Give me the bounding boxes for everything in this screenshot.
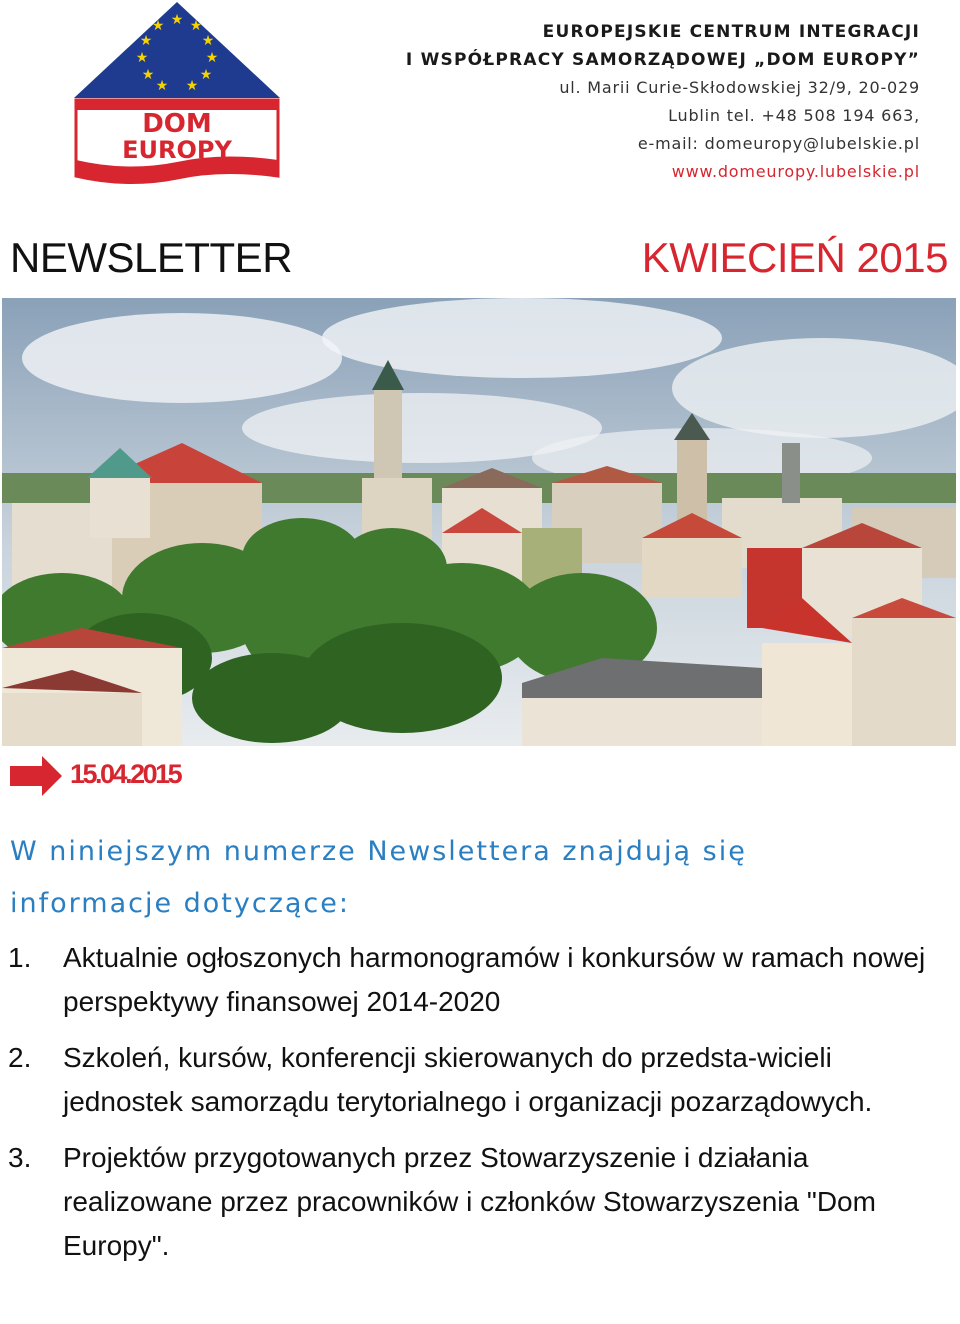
svg-text:★: ★ — [201, 32, 215, 48]
svg-text:★: ★ — [151, 17, 165, 33]
list-item — [8, 1136, 943, 1268]
list-item-number: 2. — [8, 1042, 32, 1073]
list-item-number: 1. — [8, 942, 32, 973]
logo-graphic — [72, 0, 282, 185]
list-item-text: Aktualnie ogłoszonych harmonogramów i konkursów w ramach nowej perspektywy finansowej 2014-2020 — [63, 942, 926, 1017]
org-phone: Lublin tel. +48 508 194 663, — [668, 106, 920, 125]
org-name-line2: I WSPÓŁPRACY SAMORZĄDOWEJ „DOM EUROPY” — [405, 50, 920, 70]
org-address: ul. Marii Curie-Skłodowskiej 32/9, 20-029 — [559, 78, 920, 97]
arrow-right-icon — [10, 756, 62, 796]
newsletter-title: NEWSLETTER — [10, 234, 293, 281]
list-item-number: 3. — [8, 1142, 32, 1173]
org-website-link[interactable]: www.domeuropy.lubelskie.pl — [671, 162, 920, 181]
logo-text-line2: EUROPY — [122, 136, 232, 164]
svg-text:★: ★ — [141, 66, 155, 82]
svg-text:★: ★ — [170, 11, 184, 27]
org-email[interactable]: e-mail: domeuropy@lubelskie.pl — [637, 134, 920, 153]
issue-date: 15.04.2015 — [70, 759, 181, 789]
newsletter-month: KWIECIEŃ 2015 — [641, 234, 948, 281]
svg-text:★: ★ — [189, 17, 203, 33]
list-item — [8, 1036, 943, 1124]
svg-text:★: ★ — [135, 49, 149, 65]
svg-text:★: ★ — [185, 77, 199, 93]
logo-text-line1: DOM — [142, 109, 212, 139]
list-item — [8, 936, 943, 1024]
svg-text:★: ★ — [139, 32, 153, 48]
list-item-text: Projektów przygotowanych przez Stowarzyszenie i działania realizowane przez pracowników i członków Stowarzyszenia "Dom Europy". — [63, 1142, 876, 1261]
lublin-panorama-photo — [2, 298, 956, 746]
organization-info — [360, 18, 920, 186]
topics-list — [8, 936, 943, 1280]
svg-text:★: ★ — [205, 49, 219, 65]
org-name-line1: EUROPEJSKIE CENTRUM INTEGRACJI — [542, 22, 920, 42]
svg-text:★: ★ — [155, 77, 169, 93]
dom-europy-logo — [72, 0, 282, 185]
intro-text: W niniejszym numerze Newslettera znajdują się informacje dotyczące: — [10, 836, 747, 919]
list-item-text: Szkoleń, kursów, konferencji skierowanych do przedsta-wicieli jednostek samorządu terytorialnego i organizacji pozarządowych. — [63, 1042, 873, 1117]
svg-text:★: ★ — [199, 66, 213, 82]
city-illustration — [2, 298, 956, 746]
